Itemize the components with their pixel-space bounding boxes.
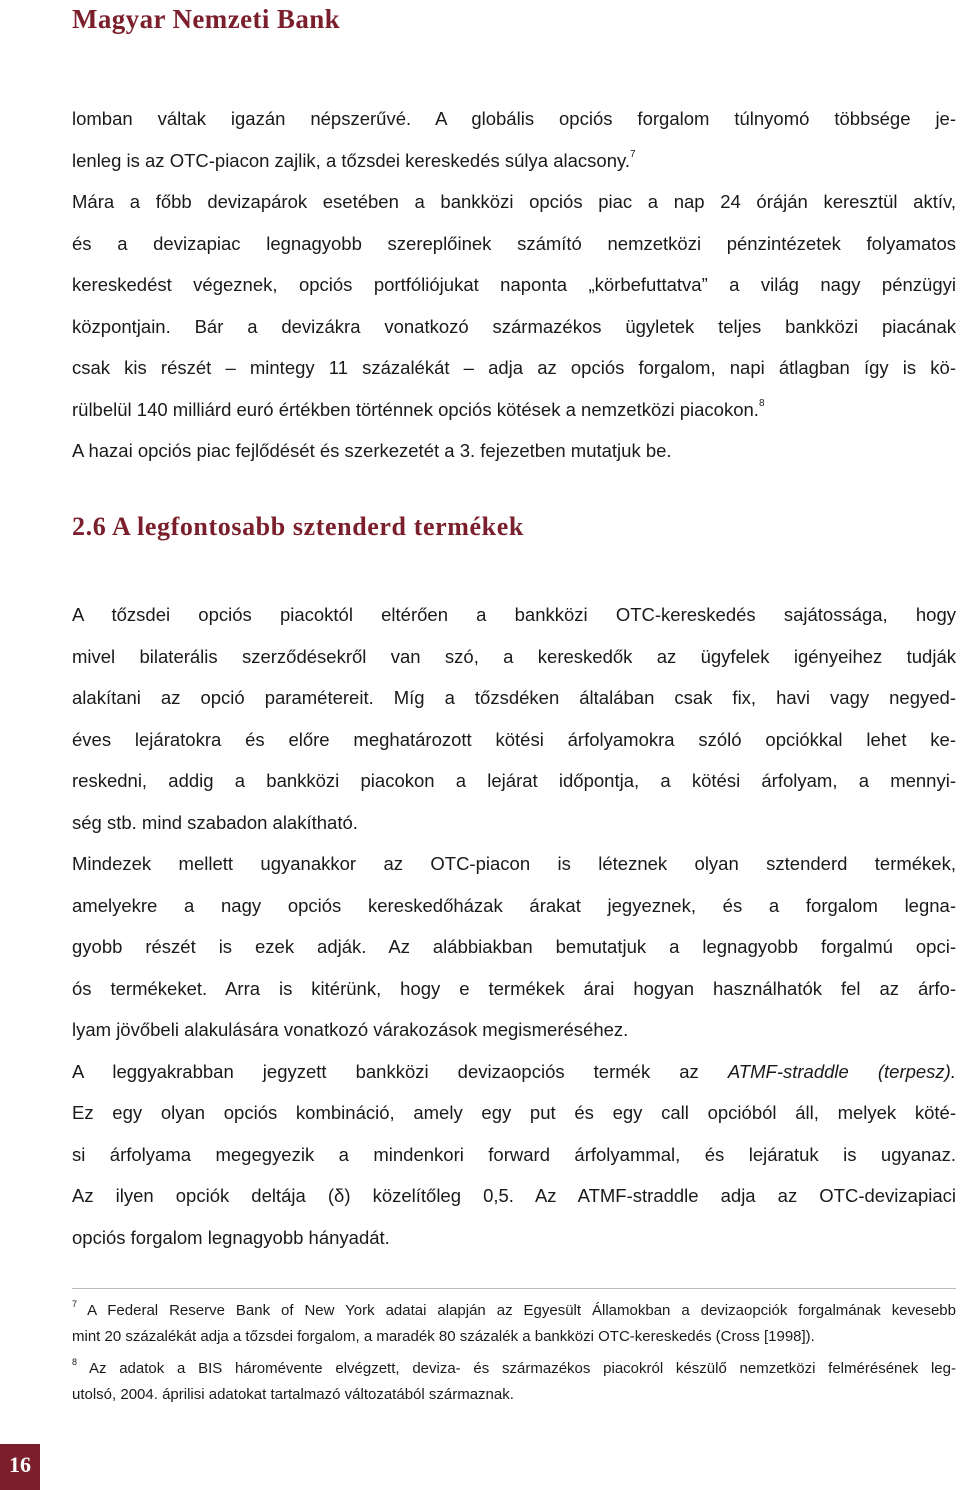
text-line [72,1356,956,1382]
text-line-content: Az adatok a BIS háromévente elvégzett, deviza- és származékos piacokról készülő nemzetközi felmérésének leg- [88,1360,956,1377]
text-line: mivel bilaterális szerződésekről van szó, a kereskedők az ügyfelek igényeihez tudják [72,645,956,667]
text-line: A tőzsdei opciós piacoktól eltérően a bankközi OTC-kereskedés sajátossága, hogy [72,604,956,625]
text-line: gyobb részét is ezek adják. Az alábbiakban bemutatjuk a legnagyobb forgalmú opci- [72,936,956,957]
page-number: 16 [9,1452,31,1477]
body-text-main [72,594,956,1258]
text-line [72,1051,956,1093]
footnote-number: 8 [72,1357,78,1367]
text-line: kereskedést végeznek, opciós portfóliójukat naponta „körbefuttatva” a világ nagy pénzügyi [72,274,956,295]
text-line: lomban váltak igazán népszerűvé. A globális opciós forgalom túlnyomó többsége je- [72,108,956,129]
text-line [72,140,956,182]
text-line: éves lejáratokra és előre meghatározott kötési árfolyamokra szóló opciókkal lehet ke- [72,728,956,750]
term-emphasis: ATMF-straddle (terpesz). [727,1060,956,1082]
footnotes [72,1298,956,1414]
text-line: si árfolyama megegyezik a mindenkori forward árfolyammal, és lejáratuk is ugyanaz. [72,1143,956,1165]
footnote-ref[interactable]: 8 [758,397,765,409]
text-line-content: A Federal Reserve Bank of New York adatai alapján az Egyesült Államokban a devizaopciók forgalmának kevesebb [87,1302,956,1319]
text-line: Mára a főbb devizapárok esetében a bankközi opciós piac a nap 24 óráján keresztül aktív, [72,191,956,212]
section-heading: 2.6 A legfontosabb sztenderd termékek [72,512,524,541]
text-line-content: A leggyakrabban jegyzett bankközi devizaopciós termék az [72,1060,728,1082]
text-line: Mindezek mellett ugyanakkor az OTC-piacon is léteznek olyan sztenderd termékek, [72,853,956,874]
text-line: és a devizapiac legnagyobb szereplőinek számító nemzetközi pénzintézetek folyamatos [72,232,956,254]
text-line: opciós forgalom legnagyobb hányadát. [72,1226,390,1248]
text-line: ség stb. mind szabadon alakítható. [72,811,358,833]
footnote-divider [72,1288,956,1289]
body-text-top [72,98,956,472]
footnote-ref[interactable]: 7 [630,148,636,160]
text-line-content: lenleg is az OTC-piacon zajlik, a tőzsdei kereskedés súlya alacsony. [72,149,630,171]
paragraph [72,98,956,472]
text-line: utolsó, 2004. áprilisi adatokat tartalmazó változatából származnak. [72,1386,514,1403]
text-line [72,389,956,431]
text-line: alakítani az opció paramétereit. Míg a tőzsdéken általában csak fix, havi vagy negyed- [72,687,956,708]
text-line: Ez egy olyan opciós kombináció, amely egy put és egy call opcióból áll, melyek köté- [72,1102,956,1123]
text-line: központjain. Bár a devizákra vonatkozó származékos ügyletek teljes bankközi piacának [72,315,956,337]
text-line: ós termékeket. Arra is kitérünk, hogy e termékek árai hogyan használhatók fel az árfo- [72,977,956,999]
footnote-number: 7 [72,1299,78,1309]
paragraph [72,843,956,1051]
text-line: csak kis részét – mintegy 11 százalékát – adja az opciós forgalom, napi átlagban így is kö- [72,357,956,378]
text-line: Az ilyen opciók deltája (δ) közelítőleg 0,5. Az ATMF-straddle adja az OTC-devizapiaci [72,1185,956,1206]
text-line: lyam jövőbeli alakulására vonatkozó várakozások megismeréséhez. [72,1019,629,1040]
running-header: Magyar Nemzeti Bank [72,4,341,34]
text-line: mint 20 százalékát adja a tőzsdei forgalom, a maradék 80 százalék a bankközi OTC-kereskedés (Cross [1998]). [72,1328,815,1345]
paragraph [72,594,956,843]
text-line-content: rülbelül 140 milliárd euró értékben történnek opciós kötések a nemzetközi piacokon. [72,398,759,420]
paragraph [72,1051,956,1259]
text-line: amelyekre a nagy opciós kereskedőházak árakat jegyeznek, és a forgalom legna- [72,894,956,916]
footnote-8 [72,1356,956,1408]
text-line: A hazai opciós piac fejlődését és szerkezetét a 3. fejezetben mutatjuk be. [72,440,672,461]
text-line [72,1298,956,1324]
text-line: reskedni, addig a bankközi piacokon a lejárat időpontja, a kötési árfolyam, a mennyi- [72,770,956,791]
footnote-7 [72,1298,956,1350]
